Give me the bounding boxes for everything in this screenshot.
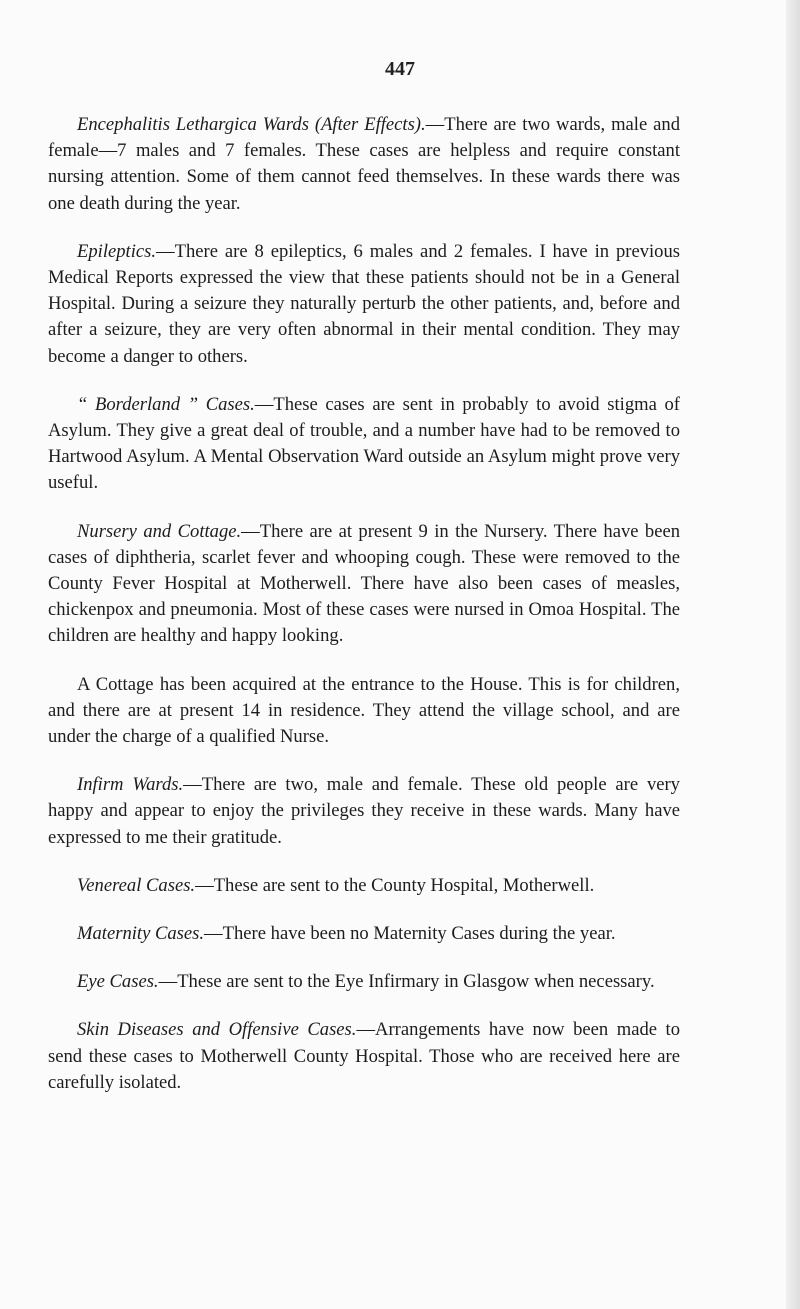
paragraph-heading: Epileptics. bbox=[77, 240, 157, 262]
paragraph-nursery bbox=[48, 519, 680, 650]
paragraph-heading: Venereal Cases. bbox=[77, 874, 196, 896]
paragraph-text: —These cases are sent in probably to avoid stigma of Asylum. They give a great deal of trouble, and a number have had to be removed to Hartwood Asylum. A Mental Observation Ward outside an Asylum might prove very useful. bbox=[48, 393, 680, 494]
page-edge-shadow bbox=[786, 0, 800, 1309]
paragraph-text: —There are two wards, male and female—7 males and 7 females. These cases are helpless and require constant nursing attention. Some of them cannot feed themselves. In these wards there was one death during the year. bbox=[48, 114, 681, 214]
paragraph-cottage bbox=[48, 672, 680, 751]
paragraph-borderland bbox=[48, 392, 680, 497]
paragraph-heading: Maternity Cases. bbox=[77, 923, 205, 945]
paragraph-eye-cases bbox=[48, 969, 680, 995]
paragraph-heading: Encephalitis Lethargica Wards (After Effects). bbox=[77, 114, 426, 135]
paragraph-heading: Eye Cases. bbox=[77, 971, 159, 993]
paragraph-text: —There are at present 9 in the Nursery. There have been cases of diphtheria, scarlet fever and whooping cough. These were removed to the County Fever Hospital at Motherwell. There have also been cases of measles, chickenpox and pneumonia. Most of these cases were nursed in Omoa Hospital. The children are healthy and happy looking. bbox=[48, 520, 680, 647]
paragraph-text: —Arrangements have now been made to send these cases to Motherwell County Hospital. Those who are received here are carefully isolated. bbox=[48, 1019, 680, 1093]
paragraph-text: —There have been no Maternity Cases during the year. bbox=[204, 923, 616, 945]
paragraph-skin-diseases bbox=[48, 1017, 680, 1096]
paragraph-encephalitis bbox=[48, 112, 680, 217]
paragraph-text: A Cottage has been acquired at the entrance to the House. This is for children, and there are at present 14 in residence. They attend the village school, and are under the charge of a qualified Nurse. bbox=[48, 673, 680, 748]
document-body bbox=[48, 112, 680, 1118]
paragraph-heading: Infirm Wards. bbox=[77, 774, 184, 796]
paragraph-text: —There are two, male and female. These old people are very happy and appear to enjoy the privileges they receive in these wards. Many have expressed to me their gratitude. bbox=[48, 774, 680, 848]
paragraph-heading: Skin Diseases and Offensive Cases. bbox=[77, 1019, 357, 1041]
paragraph-text: —These are sent to the County Hospital, Motherwell. bbox=[195, 874, 595, 896]
paragraph-infirm-wards bbox=[48, 772, 680, 851]
paragraph-epileptics bbox=[48, 239, 680, 370]
paragraph-text: —These are sent to the Eye Infirmary in Glasgow when necessary. bbox=[158, 971, 655, 993]
paragraph-heading: Nursery and Cottage. bbox=[77, 520, 242, 542]
paragraph-venereal bbox=[48, 873, 680, 899]
paragraph-text: —There are 8 epileptics, 6 males and 2 females. I have in previous Medical Reports expressed the view that these patients should not be in a General Hospital. During a seizure they naturally perturb the other patients, and, before and after a seizure, they are very often abnormal in their mental condition. They may become a danger to others. bbox=[48, 240, 680, 367]
paragraph-heading: “ Borderland ” Cases. bbox=[77, 393, 255, 415]
paragraph-maternity bbox=[48, 921, 680, 947]
page-number: 447 bbox=[385, 58, 415, 80]
